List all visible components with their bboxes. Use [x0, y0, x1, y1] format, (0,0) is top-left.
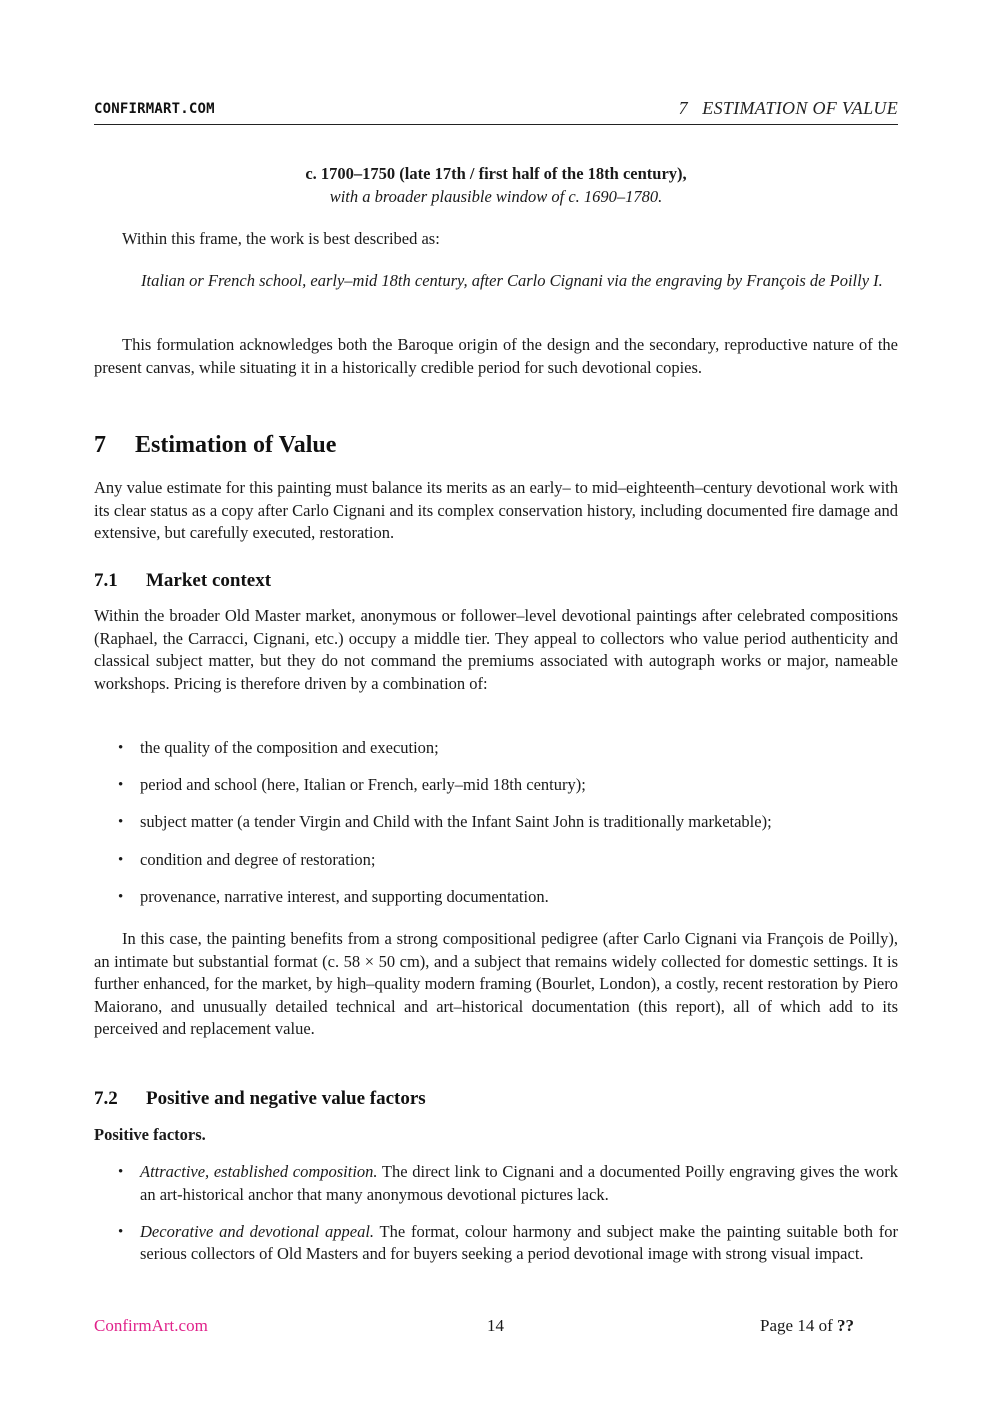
case-paragraph: In this case, the painting benefits from a strong compositional pedigree (after Carlo Cignani via François de Poilly), an intimate but substantial format (c. 58 × 50 cm), and a subject that remains widely collected for domestic settings. It is further enhanced, for the market, by high–quality modern framing (Bourlet, London), a costly, recent restoration by Piero Maiorano, and unusually detailed technical and art–historical documentation (this report), all of which add to its perceived and replacement value. — [94, 929, 898, 1039]
running-header — [94, 98, 898, 125]
list-item — [94, 1221, 898, 1266]
running-section-title: 7 ESTIMATION OF VALUE — [678, 98, 898, 118]
subsection-heading-market-context — [94, 570, 271, 592]
list-item — [94, 1161, 898, 1206]
footer-page-number: 14 — [487, 1316, 504, 1335]
footer-site-link[interactable]: ConfirmArt.com — [94, 1316, 208, 1335]
section-heading — [94, 432, 336, 459]
list-item: • provenance, narrative interest, and supporting documentation. — [94, 886, 898, 909]
footer-page-total: ?? — [837, 1316, 854, 1335]
dating-bold-line: c. 1700–1750 (late 17th / first half of the 18th century), — [305, 164, 687, 183]
positive-factors-label: Positive factors. — [94, 1125, 206, 1144]
section-intro: Any value estimate for this painting must balance its merits as an early– to mid–eighteenth–century devotional work with its clear status as a copy after Carlo Cignani and its complex conservation history, including documented fire damage and extensive, but carefully executed, restoration. — [94, 478, 898, 543]
footer-page-label: Page 14 of — [760, 1316, 837, 1335]
formulation-paragraph: This formulation acknowledges both the Baroque origin of the design and the secondary, reproductive nature of the present canvas, while situating it in a historically credible period for such devotional copies. — [94, 335, 898, 377]
subsection-title: Market context — [146, 570, 272, 591]
within-frame-text: Within this frame, the work is best described as: — [122, 229, 440, 248]
subsection-heading-value-factors — [94, 1088, 426, 1110]
footer-page-indicator — [760, 1316, 854, 1336]
market-context-paragraph: Within the broader Old Master market, anonymous or follower–level devotional paintings after celebrated compositions (Raphael, the Carracci, Cignani, etc.) occupy a middle tier. They appeal to collectors who value period authenticity and classical subject matter, but they do not command the premiums associated with autograph works or major, nameable workshops. Pricing is therefore driven by a combination of: — [94, 606, 898, 693]
list-item: • period and school (here, Italian or French, early–mid 18th century); — [94, 774, 898, 797]
list-item: • condition and degree of restoration; — [94, 849, 898, 872]
list-item: • subject matter (a tender Virgin and Child with the Infant Saint John is traditionally marketable); — [94, 811, 898, 834]
subsection-title: Positive and negative value factors — [146, 1088, 426, 1109]
section-number: 7 — [94, 432, 106, 458]
page-footer — [94, 1316, 854, 1338]
pricing-factors-list — [94, 737, 898, 908]
dating-statement — [94, 163, 898, 208]
section-title: Estimation of Value — [135, 432, 337, 458]
dating-italic-line: with a broader plausible window of c. 1690–1780. — [329, 186, 663, 206]
attribution-quote: Italian or French school, early–mid 18th century, after Carlo Cignani via the engraving by François de Poilly I. — [141, 271, 883, 290]
confirmart-logo: CONFIRMART.COM — [94, 101, 215, 117]
factor-text: The format, colour harmony and subject make the painting suitable both for serious collectors of Old Masters and for buyers seeking a period devotional image with strong visual impact. — [140, 1221, 899, 1264]
factor-term: Decorative and devotional appeal. — [140, 1221, 375, 1241]
positive-factors-list — [94, 1161, 898, 1266]
list-item: • the quality of the composition and execution; — [94, 737, 898, 760]
factor-text: The direct link to Cignani and a documented Poilly engraving gives the work an art-historical anchor that many anonymous devotional pictures lack. — [140, 1162, 898, 1204]
subsection-number: 7.2 — [94, 1088, 118, 1109]
factor-term: Attractive, established composition. — [140, 1162, 378, 1181]
subsection-number: 7.1 — [94, 570, 118, 591]
